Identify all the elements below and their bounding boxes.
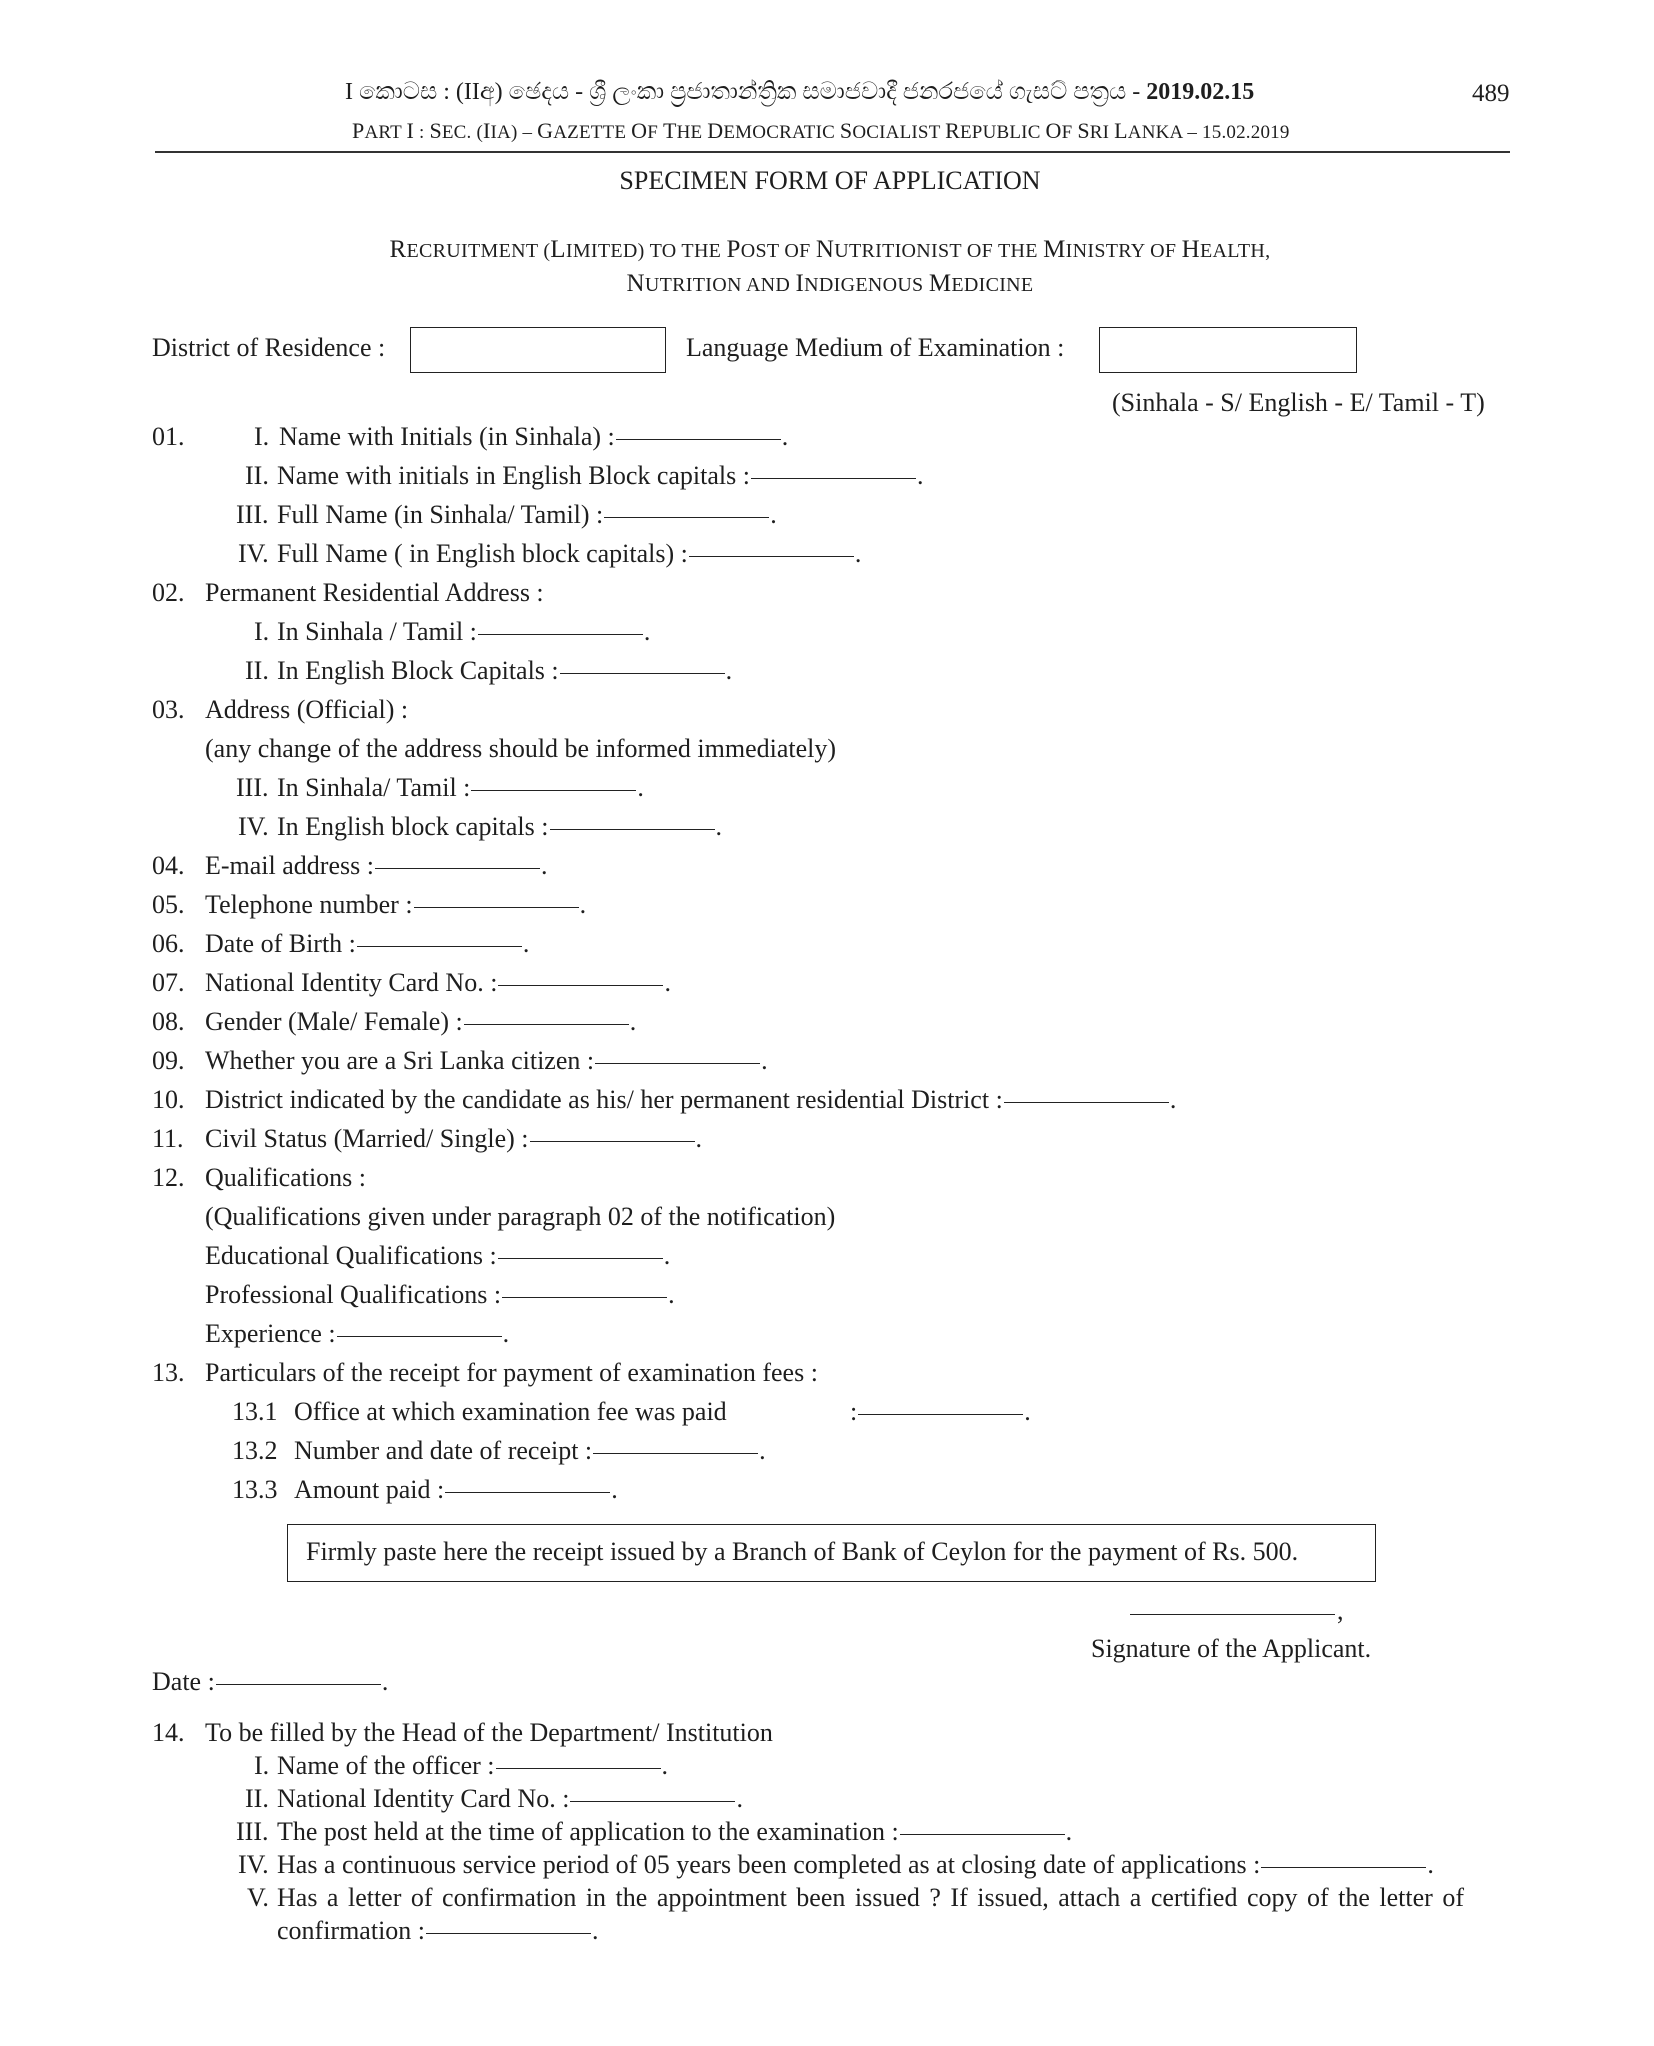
field-telephone: Telephone number : . [205,890,587,919]
blank-line[interactable] [498,1257,663,1259]
field-permanent-address-english: In English Block Capitals : . [277,656,733,685]
field-date: Date : . [152,1667,389,1696]
field-service-period: Has a continuous service period of 05 years been completed as at closing date of applications : . [277,1850,1434,1879]
language-input-box[interactable] [1099,327,1357,373]
blank-line[interactable] [616,438,781,440]
item-number: 05. [152,890,185,919]
blank-line[interactable] [471,789,636,791]
signature-comma: , [1337,1596,1344,1625]
field-official-address-sinhala: In Sinhala/ Tamil : . [277,773,644,802]
item-number: 14. [152,1718,185,1747]
field-date-of-birth: Date of Birth : . [205,929,530,958]
roman-numeral: III. [236,1817,269,1846]
field-fee-office-blank: : . [850,1397,1031,1426]
roman-numeral: V. [247,1883,269,1912]
blank-line[interactable] [751,477,916,479]
blank-line[interactable] [337,1335,502,1337]
field-confirmation-letter: Has a letter of confirmation in the appointment been issued ? If issued, attach a certified copy of the letter of [277,1883,1464,1912]
district-label: District of Residence : [152,333,386,362]
item-number: 06. [152,929,185,958]
field-head-of-department: To be filled by the Head of the Department/ Institution [205,1718,773,1747]
roman-numeral: I. [254,422,270,451]
field-full-name-sinhala-tamil: Full Name (in Sinhala/ Tamil) : . [277,500,777,529]
field-experience: Experience : . [205,1319,510,1348]
language-note: (Sinhala - S/ English - E/ Tamil - T) [1112,388,1485,417]
blank-line[interactable] [689,555,854,557]
sub-item-number: 13.2 [232,1436,278,1465]
roman-numeral: III. [236,773,269,802]
blank-line[interactable] [570,1800,735,1802]
field-permanent-address: Permanent Residential Address : [205,578,544,607]
form-subtitle-line2: NUTRITION AND INDIGENOUS MEDICINE [626,270,1034,297]
roman-numeral: II. [245,1784,269,1813]
field-email: E-mail address : . [205,851,548,880]
blank-line[interactable] [414,906,579,908]
header-date: 2019.02.15 [1146,79,1255,105]
item-number: 11. [152,1124,184,1153]
field-civil-status: Civil Status (Married/ Single) : . [205,1124,703,1153]
field-name-initials-english: Name with initials in English Block capitals : . [277,461,924,490]
blank-line[interactable] [1261,1866,1426,1868]
item-number: 07. [152,968,185,997]
official-address-note: (any change of the address should be informed immediately) [205,734,837,763]
blank-line[interactable] [426,1932,591,1934]
item-number: 04. [152,851,185,880]
field-confirmation-blank: confirmation : . [277,1916,599,1945]
item-number: 01. [152,422,185,451]
sub-item-number: 13.1 [232,1397,278,1426]
blank-line[interactable] [478,633,643,635]
blank-line[interactable] [502,1296,667,1298]
language-label: Language Medium of Examination : [686,333,1065,362]
field-receipt-particulars: Particulars of the receipt for payment of examination fees : [205,1358,818,1387]
roman-numeral: IV. [238,812,269,841]
gazette-header-sinhala [345,79,1254,106]
field-officer-nic: National Identity Card No. : . [277,1784,743,1813]
roman-numeral: IV. [238,1850,269,1879]
item-number: 13. [152,1358,185,1387]
field-receipt-number-date: Number and date of receipt : . [294,1436,766,1465]
item-number: 02. [152,578,185,607]
field-gender: Gender (Male/ Female) : . [205,1007,637,1036]
item-number: 03. [152,695,185,724]
blank-line[interactable] [498,984,663,986]
item-number: 12. [152,1163,185,1192]
field-permanent-address-sinhala: In Sinhala / Tamil : . [277,617,651,646]
page-number: 489 [1472,80,1510,107]
blank-line[interactable] [604,516,769,518]
blank-line[interactable] [595,1062,760,1064]
blank-line[interactable] [375,867,540,869]
field-amount-paid: Amount paid : . [294,1475,618,1504]
gazette-header-english: PART I : SEC. (IIA) – GAZETTE OF THE DEMOCRATIC SOCIALIST REPUBLIC OF SRI LANKA – 15.02.2019 [352,118,1290,143]
header-divider [155,151,1510,153]
field-fee-office: Office at which examination fee was paid [294,1397,727,1426]
district-input-box[interactable] [410,327,666,373]
blank-line[interactable] [445,1491,610,1493]
field-name-initials-sinhala: Name with Initials (in Sinhala) : . [279,422,789,451]
signature-line[interactable] [1130,1614,1335,1615]
field-full-name-english: Full Name ( in English block capitals) : . [277,539,862,568]
field-qualifications: Qualifications : [205,1163,367,1192]
receipt-paste-box [287,1524,1376,1582]
blank-line[interactable] [858,1413,1023,1415]
form-title: SPECIMEN FORM OF APPLICATION [619,166,1041,195]
blank-line[interactable] [550,828,715,830]
blank-line[interactable] [216,1683,381,1685]
field-citizenship: Whether you are a Sri Lanka citizen : . [205,1046,768,1075]
roman-numeral: IV. [238,539,269,568]
field-official-address-english: In English block capitals : . [277,812,723,841]
blank-line[interactable] [900,1833,1065,1835]
roman-numeral: I. [254,1751,270,1780]
header-sinhala-text: I කොටස : (IIඅ) ඡෙදය - ශ්‍රී ලංකා ප්‍රජාතාන්ත්‍රික සමාජවාදී ජනරජයේ ගැසට් පත්‍රය - [345,79,1147,105]
item-number: 08. [152,1007,185,1036]
blank-line[interactable] [496,1767,661,1769]
form-subtitle-line1: RECRUITMENT (LIMITED) TO THE POST OF NUTRITIONIST OF THE MINISTRY OF HEALTH, [389,236,1271,263]
blank-line[interactable] [530,1140,695,1142]
sub-item-number: 13.3 [232,1475,278,1504]
field-official-address: Address (Official) : [205,695,409,724]
field-officer-name: Name of the officer : . [277,1751,669,1780]
roman-numeral: III. [236,500,269,529]
signature-label: Signature of the Applicant. [1091,1634,1372,1663]
field-professional-qualifications: Professional Qualifications : . [205,1280,675,1309]
field-nic: National Identity Card No. : . [205,968,671,997]
roman-numeral: II. [245,656,269,685]
field-post-held: The post held at the time of application to the examination : . [277,1817,1073,1846]
blank-line[interactable] [1004,1101,1169,1103]
roman-numeral: I. [254,617,270,646]
qualifications-note: (Qualifications given under paragraph 02 of the notification) [205,1202,836,1231]
blank-line[interactable] [357,945,522,947]
receipt-paste-instruction: Firmly paste here the receipt issued by a Branch of Bank of Ceylon for the payment of Rs. 500. [306,1537,1299,1566]
blank-line[interactable] [464,1023,629,1025]
blank-line[interactable] [593,1452,758,1454]
blank-line[interactable] [560,672,725,674]
field-educational-qualifications: Educational Qualifications : . [205,1241,671,1270]
item-number: 09. [152,1046,185,1075]
field-permanent-district: District indicated by the candidate as his/ her permanent residential District : . [205,1085,1177,1114]
item-number: 10. [152,1085,185,1114]
roman-numeral: II. [245,461,269,490]
